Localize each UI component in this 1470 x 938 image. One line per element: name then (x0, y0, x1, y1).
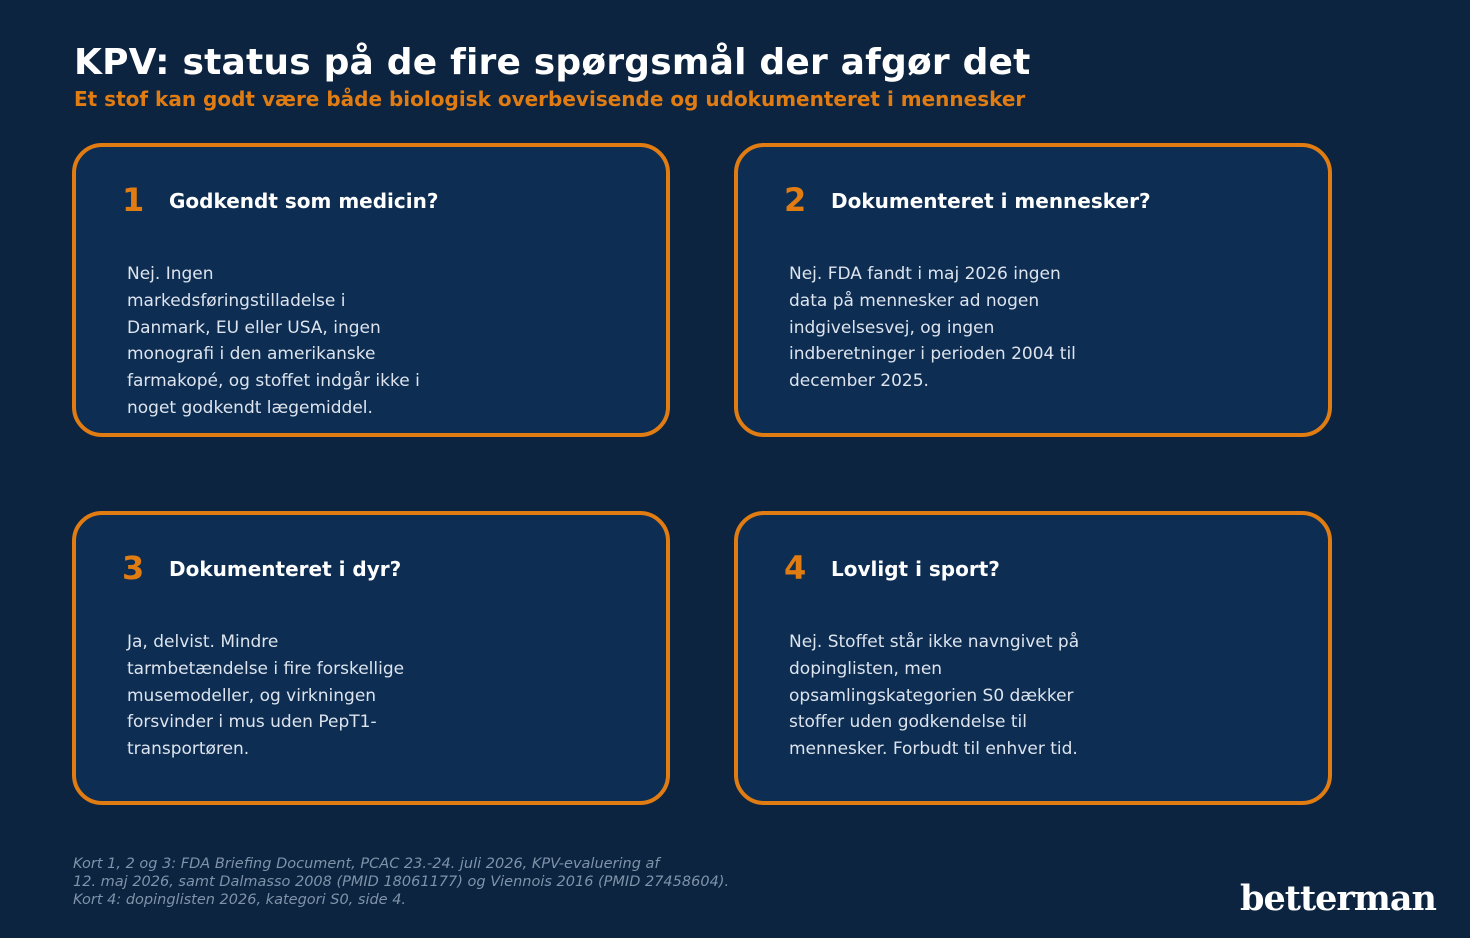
card-number: 3 (122, 549, 145, 587)
card-answer: Ja, delvist. Mindre tarmbetændelse i fire forskellige musemodeller, og virkningen forsvinder i mus uden PepT1-transportøren. (127, 632, 405, 760)
card-documented-in-humans (734, 143, 1332, 437)
card-answer: Nej. FDA fandt i maj 2026 ingen data på mennesker ad nogen indgivelsesvej, og ingen indberetninger i perioden 2004 til december 2025. (789, 264, 1076, 392)
source-footnote (73, 855, 729, 909)
footnote-line: Kort 4: dopinglisten 2026, kategori S0, side 4. (73, 892, 407, 908)
page-title: KPV: status på de fire spørgsmål der afgør det (74, 42, 1031, 83)
card-question: Lovligt i sport? (831, 557, 1000, 581)
brand-logo: betterman (1240, 878, 1436, 919)
card-documented-in-animals (72, 511, 670, 805)
page-subtitle: Et stof kan godt være både biologisk overbevisende og udokumenteret i mennesker (74, 87, 1026, 111)
card-question: Dokumenteret i mennesker? (831, 189, 1151, 213)
card-number: 4 (784, 549, 807, 587)
card-approved-as-medicine (72, 143, 670, 437)
card-number: 1 (122, 181, 145, 219)
card-answer: Nej. Stoffet står ikke navngivet på dopinglisten, men opsamlingskategorien S0 dækker stoffer uden godkendelse til mennesker. Forbudt til enhver tid. (789, 632, 1080, 760)
card-answer: Nej. Ingen markedsføringstilladelse i Danmark, EU eller USA, ingen monografi i den amerikanske farmakopé, og stoffet indgår ikke i noget godkendt lægemiddel. (127, 264, 420, 418)
card-legal-in-sport (734, 511, 1332, 805)
footnote-line: 12. maj 2026, samt Dalmasso 2008 (PMID 18061177) og Viennois 2016 (PMID 27458604). (73, 874, 730, 890)
card-question: Godkendt som medicin? (169, 189, 439, 213)
card-question: Dokumenteret i dyr? (169, 557, 402, 581)
card-number: 2 (784, 181, 807, 219)
footnote-line: Kort 1, 2 og 3: FDA Briefing Document, PCAC 23.-24. juli 2026, KPV-evaluering af (73, 856, 660, 872)
